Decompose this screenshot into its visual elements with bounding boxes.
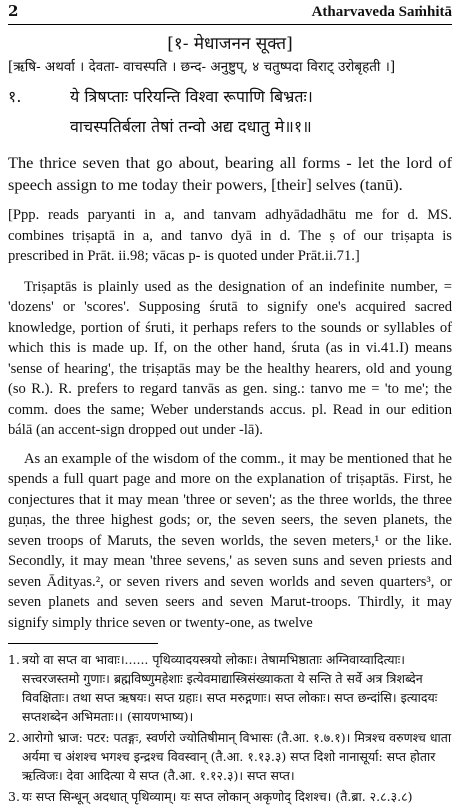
running-title: Atharvaveda Saṁhitā [311, 4, 452, 20]
page-number: 2 [8, 2, 19, 20]
verse-line: ये त्रिषप्ताः परियन्ति विश्वा रूपाणि बिभ्रतः। [70, 87, 313, 106]
page-header [8, 0, 452, 24]
textual-note: [Ppp. reads paryanti in a, and tanvam adhyādadhātu me for d. MS. combines triṣaptā in a, and tanvo dyā in d. The ṣ of our triṣapta is prescribed in Prāt. ii.98; vācas p- is quoted under Prāt.ii.71.] [8, 207, 452, 264]
footnote [8, 728, 452, 785]
footnote-number: 2. [8, 730, 20, 745]
commentary-paragraph: As an example of the wisdom of the comm., it may be mentioned that he spends a full quart page and more on the explanation of triṣaptās. First, he conjectures that it may mean 'three or seven'; as the three worlds, the three guṇas, the three highest gods; or, the seven seers, the seven planets, the seven troops of Maruts, the seven worlds, the seven meters,¹ or the like. Secondly, it may mean 'three sevens,' as seven suns and seven priests and seven Ādityas.², or seven rivers and seven worlds and seven quarters³, or seven planets and seven seers and seven Marut-troops. Thirdly, it may signify simply thrice seven or twenty-one, as twelve [8, 450, 452, 631]
commentary-paragraph: Triṣaptās is plainly used as the designation of an indefinite number, = 'dozens' or 'scores'. Supposing śrutā to signify one's acquired sacred knowledge, portion of śruti, it perhaps refers to the sounds or syllables of which this is made up. If, on the other hand, śruta (as in vi.41.I) means 'sense of hearing', the triṣaptās may be the healthy hearers, old and young (so R.). R. prefers to regard tanvās as gen. sing.: tanvo me = 'to me'; the comm. does the same; Weber understands accus. pl. Read in our edition bálā (an accent-sign dropped out under -lā). [8, 278, 452, 438]
hymn-title: [१- मेधाजनन सूक्त] [167, 34, 293, 54]
sanskrit-verse [8, 82, 452, 142]
footnote-number: 3. [8, 789, 20, 804]
footnote-text: त्रयो वा सप्त वा भावाः।...... पृथिव्यादयस्त्रयो लोकाः। तेषामभिष्ठाताः अग्निवाय्वादित्याः। सत्त्वरजस्तमो गुणाः। ब्रह्मविष्णुमहेशाः इत्येवमाद्यास्त्रिसंख्याकता ये सन्ति ते सर्वे अत्र त्रिशब्देन विवक्षिताः। तथा सप्त ऋषयः। सप्त ग्रहाः। सप्त मरुद्गणाः। सप्त लोकाः। सप्त छन्दांसि। इत्यादयः सप्तशब्देन अभिमताः।। (सायणभाष्य)। [22, 652, 438, 724]
footnote [8, 650, 452, 726]
footnote-number: 1. [8, 652, 20, 667]
hymn-metadata: [ऋषि- अथर्वा । देवता- वाचस्पति । छन्द- अनुष्टुप्, ४ चतुष्पदा विराट् उरोबृहती ।] [8, 59, 396, 75]
header-rule [8, 24, 452, 25]
verse-line: वाचस्पतिर्बला तेषां तन्वो अद्य दधातु मे॥१॥ [70, 117, 312, 136]
footnote [8, 787, 452, 806]
footnote-text: आरोगो भ्राज: पटर: पतङ्गः, स्वर्णरो ज्योतिषीमान् विभासः (तै.आ. १.७.१)। मित्रश्च वरुणश्च धाता अर्यमा च अंशश्च भगश्च इन्द्रश्च विवस्वान् (तै.आ. १.१३.३) सप्त दिशो नानासूर्या: सप्त होतार ऋत्विजः। देवा आदित्या ये सप्त (तै.आ. १.१२.३)। सप्त सप्त। [22, 730, 452, 783]
footnote-text: यः सप्त सिन्धून् अदधात् पृथिव्याम्। यः सप्त लोकान् अकृणोद् दिशश्च। (तै.ब्रा. २.८.३.८) [22, 789, 413, 804]
verse-translation: The thrice seven that go about, bearing all forms - let the lord of speech assign to me today their powers, [their] selves (tanū). [8, 153, 452, 194]
verse-lines [70, 82, 313, 142]
verse-number: १. [8, 87, 22, 106]
footnote-rule [8, 643, 158, 644]
